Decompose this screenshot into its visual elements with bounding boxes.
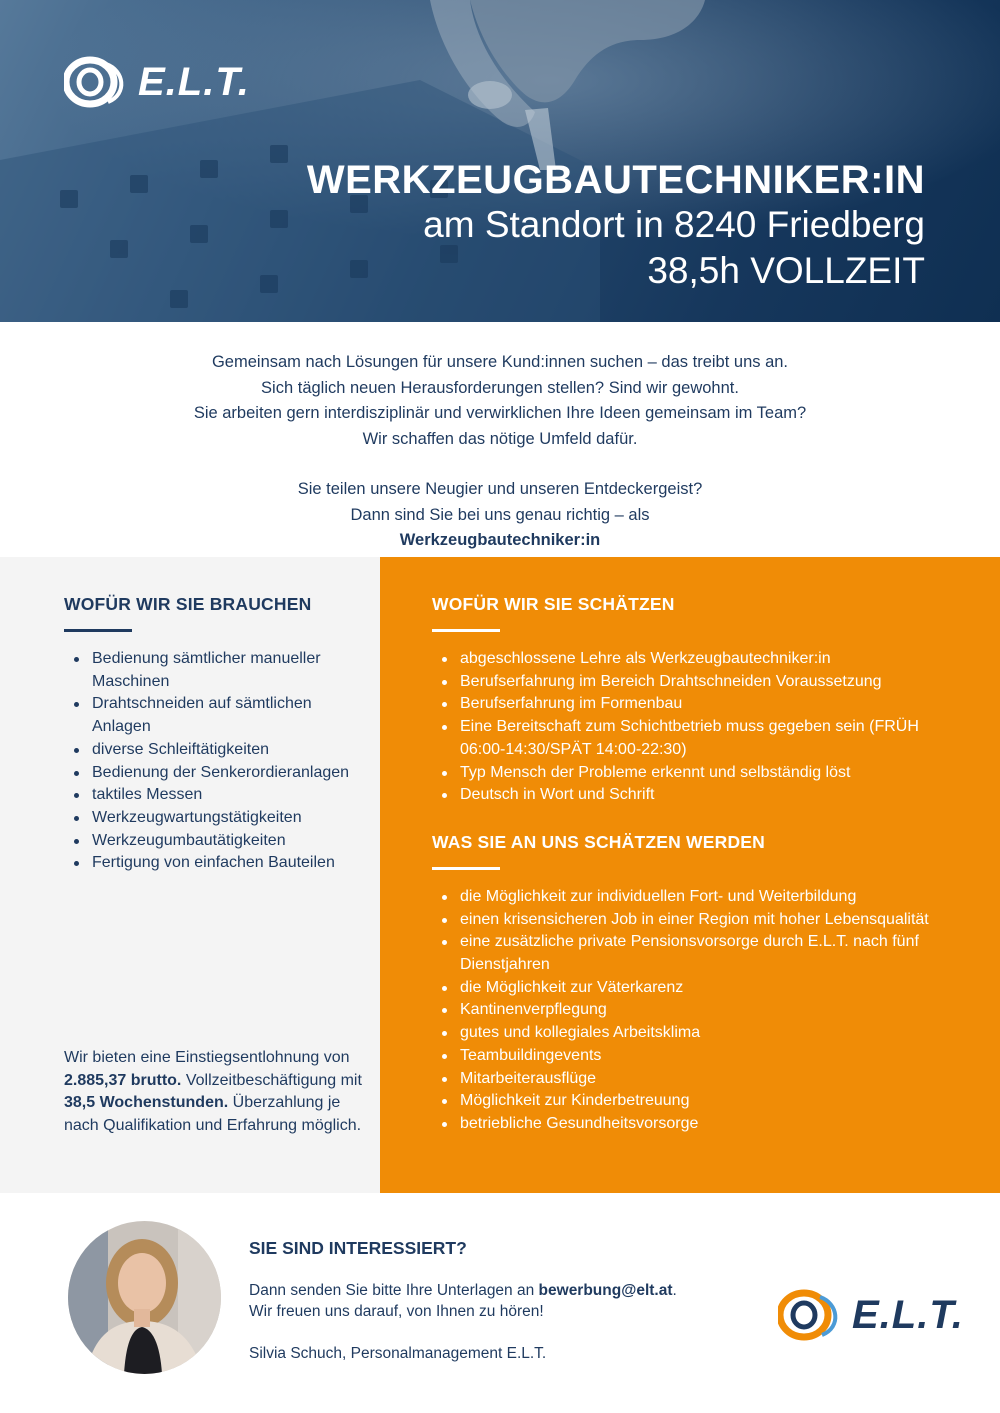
- intro-role: Werkzeugbautechniker:in: [399, 531, 601, 549]
- heading-underline: [432, 867, 500, 870]
- portrait-image: [68, 1221, 221, 1374]
- intro-line: Sich täglich neuen Herausforderungen stellen? Sind wir gewohnt.: [261, 378, 739, 397]
- benefits-heading: WAS SIE AN UNS SCHÄTZEN WERDEN: [432, 831, 766, 852]
- list-item: Eine Bereitschaft zum Schichtbetrieb muss gegeben sein (FRÜH 06:00-14:30/SPÄT 14:00-22:30): [432, 716, 940, 761]
- job-title-block: [307, 158, 925, 294]
- elt-logo-mark-icon: [64, 56, 130, 108]
- job-title: WERKZEUGBAUTECHNIKER:IN: [306, 158, 925, 202]
- contact-line: Wir freuen uns darauf, von Ihnen zu hören!: [249, 1302, 544, 1320]
- list-item: diverse Schleiftätigkeiten: [64, 739, 352, 762]
- weekly-hours: 38,5 Wochenstunden.: [64, 1094, 229, 1112]
- salary-info: Wir bieten eine Einstiegsentlohnung von 2.885,37 brutto. Vollzeitbeschäftigung mit 38,5 Wochenstunden. Überzahlung je nach Qualifikation und Erfahrung möglich.: [64, 1049, 362, 1135]
- list-item: eine zusätzliche private Pensionsvorsorge durch E.L.T. nach fünf Dienstjahren: [432, 931, 940, 976]
- list-item: Kantinenverpflegung: [432, 999, 940, 1022]
- intro-line: Wir schaffen das nötige Umfeld dafür.: [362, 429, 638, 448]
- application-email-link[interactable]: bewerbung@elt.at: [538, 1282, 673, 1299]
- list-item: betriebliche Gesundheitsvorsorge: [432, 1113, 940, 1136]
- contact-person-photo: [68, 1221, 221, 1374]
- contact-signature: Silvia Schuch, Personalmanagement E.L.T.: [249, 1345, 547, 1362]
- hero-banner: [0, 0, 1000, 322]
- list-item: Werkzeugwartungstätigkeiten: [64, 807, 352, 830]
- list-item: die Möglichkeit zur individuellen Fort- und Weiterbildung: [432, 886, 940, 909]
- list-item: Teambuildingevents: [432, 1045, 940, 1068]
- heading-underline: [432, 629, 500, 632]
- list-item: Drahtschneiden auf sämtlichen Anlagen: [64, 693, 352, 738]
- list-item: Mitarbeiterausflüge: [432, 1068, 940, 1091]
- benefits-list: [432, 886, 940, 1136]
- list-item: einen krisensicheren Job in einer Region mit hoher Lebensqualität: [432, 909, 940, 932]
- list-item: Typ Mensch der Probleme erkennt und selbständig löst: [432, 762, 940, 785]
- elt-logo-text: E.L.T.: [852, 1292, 964, 1337]
- tasks-list: [64, 648, 352, 875]
- tasks-heading: WOFÜR WIR SIE BRAUCHEN: [64, 594, 312, 614]
- list-item: Möglichkeit zur Kinderbetreuung: [432, 1090, 940, 1113]
- list-item: Berufserfahrung im Bereich Drahtschneiden Voraussetzung: [432, 671, 940, 694]
- intro-line: Dann sind Sie bei uns genau richtig – als: [350, 505, 650, 524]
- elt-logo-mark-icon: [778, 1289, 844, 1341]
- elt-logo-text: E.L.T.: [138, 59, 250, 104]
- intro-line: Sie arbeiten gern interdisziplinär und verwirklichen Ihre Ideen gemeinsam im Team?: [193, 404, 807, 422]
- elt-logo-header: [64, 56, 250, 108]
- list-item: abgeschlossene Lehre als Werkzeugbautechniker:in: [432, 648, 940, 671]
- list-item: die Möglichkeit zur Väterkarenz: [432, 977, 940, 1000]
- list-item: Werkzeugumbautätigkeiten: [64, 830, 352, 853]
- list-item: taktiles Messen: [64, 784, 352, 807]
- tasks-column: [0, 557, 380, 1193]
- contact-line: Dann senden Sie bitte Ihre Unterlagen an bewerbung@elt.at.: [249, 1282, 677, 1299]
- list-item: Deutsch in Wort und Schrift: [432, 784, 940, 807]
- list-item: Bedienung der Senkerordieranlagen: [64, 762, 352, 785]
- list-item: Berufserfahrung im Formenbau: [432, 693, 940, 716]
- contact-block: [249, 1237, 677, 1365]
- job-location: am Standort in 8240 Friedberg: [423, 204, 925, 245]
- salary-amount: 2.885,37 brutto.: [64, 1071, 182, 1089]
- intro-line: Gemeinsam nach Lösungen für unsere Kund:innen suchen – das treibt uns an.: [211, 353, 789, 371]
- intro-text: [0, 322, 1000, 557]
- heading-underline: [64, 629, 132, 632]
- requirements-list: [432, 648, 940, 807]
- list-item: Fertigung von einfachen Bauteilen: [64, 852, 352, 875]
- requirements-column: [380, 557, 1000, 1193]
- requirements-heading: WOFÜR WIR SIE SCHÄTZEN: [432, 594, 675, 614]
- contact-footer: [0, 1193, 1000, 1413]
- contact-heading: SIE SIND INTERESSIERT?: [249, 1238, 467, 1258]
- elt-logo-footer: [778, 1289, 964, 1341]
- list-item: gutes und kollegiales Arbeitsklima: [432, 1022, 940, 1045]
- job-hours: 38,5h VOLLZEIT: [647, 250, 925, 291]
- intro-line: Sie teilen unsere Neugier und unseren Entdeckergeist?: [297, 480, 703, 498]
- list-item: Bedienung sämtlicher manueller Maschinen: [64, 648, 352, 693]
